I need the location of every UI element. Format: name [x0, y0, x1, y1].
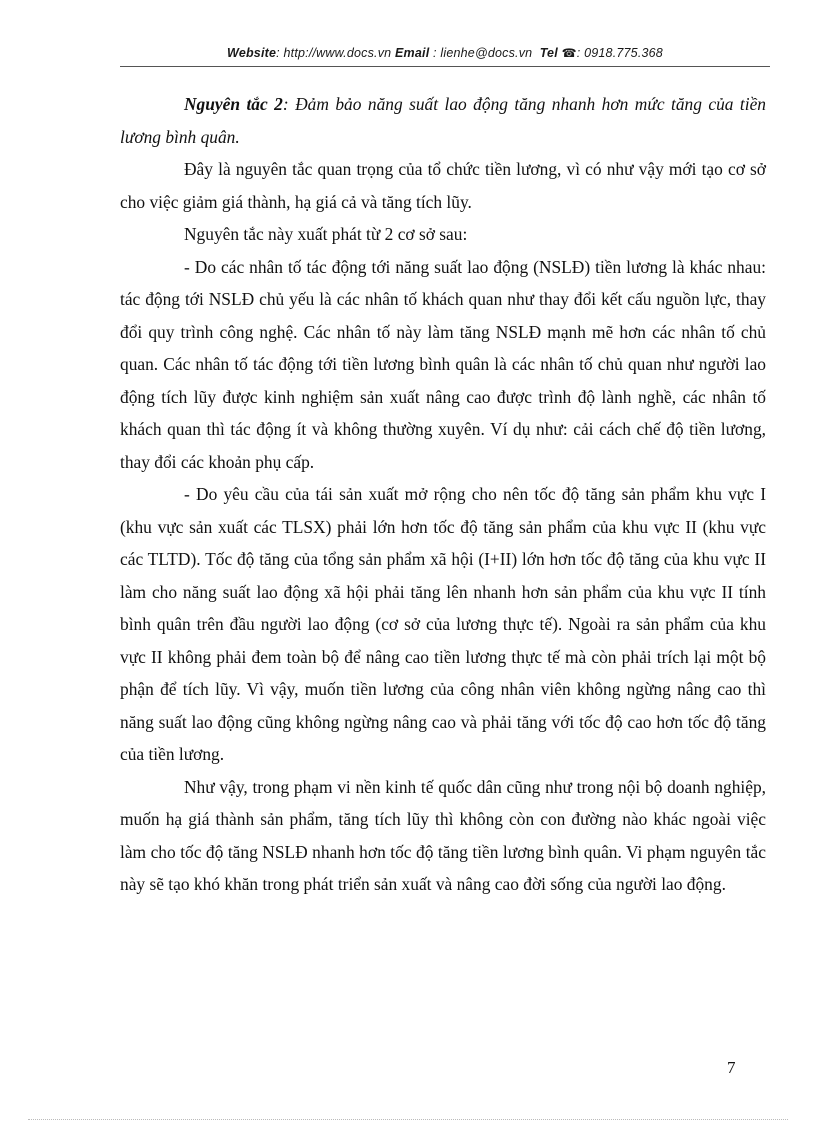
paragraph: - Do yêu cầu của tái sản xuất mở rộng cho nên tốc độ tăng sản phẩm khu vực I (khu vực sản xuất các TLSX) phải lớn hơn tốc độ tăng sản phẩm của khu vực II (khu vực các TLTD). Tốc độ tăng của tổng sản phẩm xã hội (I+II) lớn hơn tốc độ tăng của khu vực II làm cho năng suất lao động xã hội phải tăng lên nhanh hơn sản phẩm của khu vực II tính bình quân trên đầu người lao động (cơ sở của lương thực tế). Ngoài ra sản phẩm của khu vực II không phải đem toàn bộ để nâng cao tiền lương thực tế mà còn phải trích lại một bộ phận để tích lũy. Vì vậy, muốn tiền lương của công nhân viên không ngừng nâng cao thì năng suất lao động cũng không ngừng nâng cao và phải tăng với tốc độ cao hơn tốc độ tăng của tiền lương.: [120, 484, 766, 764]
header-divider: [120, 66, 770, 67]
page-bottom-border: [28, 1119, 788, 1120]
email-address[interactable]: : lienhe@docs.vn: [429, 46, 533, 60]
website-label: Website: [227, 46, 277, 60]
tel-label: Tel: [539, 46, 558, 60]
page-number: 7: [727, 1058, 736, 1077]
paragraph: Nguyên tắc này xuất phát từ 2 cơ sở sau:: [184, 224, 468, 244]
principle-heading: [120, 88, 766, 153]
principle-statement: : Đảm bảo năng suất lao động tăng nhanh hơn mức tăng của tiền lương bình quân.: [120, 94, 766, 147]
document-body: [120, 88, 766, 901]
page-header: [120, 46, 770, 60]
website-url[interactable]: : http://www.docs.vn: [276, 46, 392, 60]
principle-label: Nguyên tắc 2: [184, 94, 283, 114]
phone-icon: ☎: [561, 46, 577, 60]
tel-number: : 0918.775.368: [576, 46, 663, 60]
email-label: Email: [395, 46, 430, 60]
paragraph: - Do các nhân tố tác động tới năng suất lao động (NSLĐ) tiền lương là khác nhau: tác động tới NSLĐ chủ yếu là các nhân tố khách quan như thay đổi kết cấu nguồn lực, thay đổi quy trình công nghệ. Các nhân tố này làm tăng NSLĐ mạnh mẽ hơn các nhân tố chủ quan. Các nhân tố tác động tới tiền lương bình quân là các nhân tố chủ quan như người lao động tích lũy được kinh nghiệm sản xuất nâng cao được trình độ lành nghề, các nhân tố khách quan thì tác động ít và không thường xuyên. Ví dụ như: cải cách chế độ tiền lương, thay đổi các khoản phụ cấp.: [120, 256, 766, 472]
paragraph: Như vậy, trong phạm vi nền kinh tế quốc dân cũng như trong nội bộ doanh nghiệp, muốn hạ giá thành sản phẩm, tăng tích lũy thì không còn con đường nào khác ngoài việc làm cho tốc độ tăng NSLĐ nhanh hơn tốc độ tăng tiền lương bình quân. Vi phạm nguyên tắc này sẽ tạo khó khăn trong phát triển sản xuất và nâng cao đời sống của người lao động.: [120, 776, 766, 894]
paragraph: Đây là nguyên tắc quan trọng của tổ chức tiền lương, vì có như vậy mới tạo cơ sở cho việc giảm giá thành, hạ giá cả và tăng tích lũy.: [120, 159, 766, 212]
